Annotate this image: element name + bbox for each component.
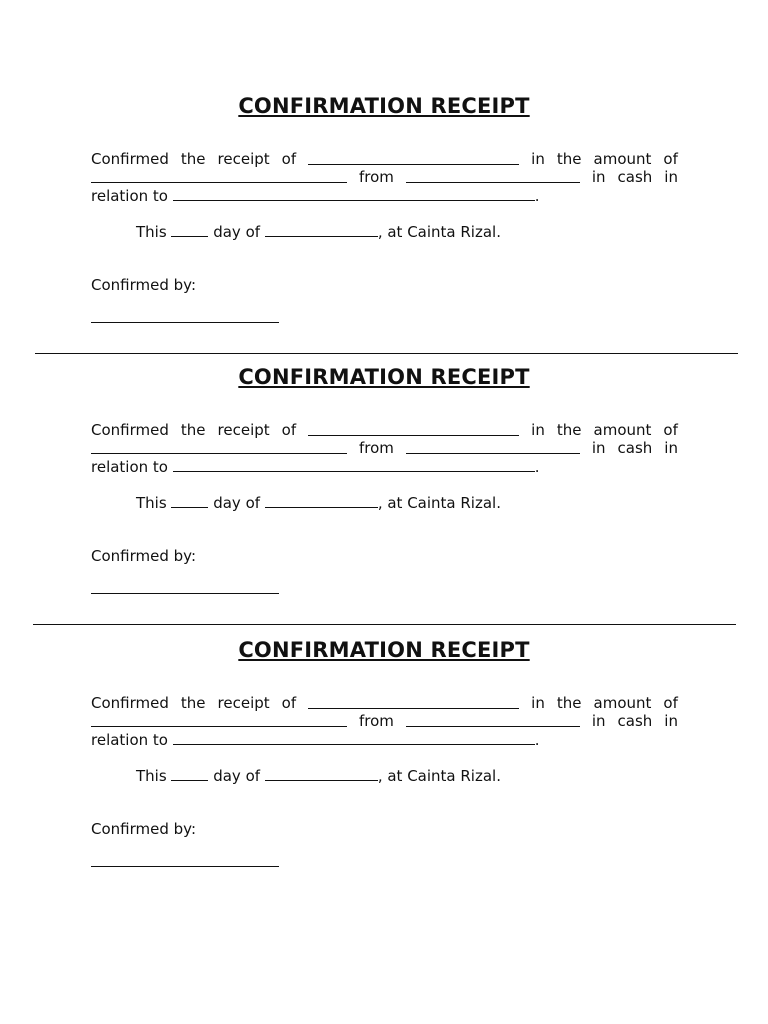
text-word: from xyxy=(358,712,394,730)
period: . xyxy=(534,187,540,205)
text-word: in xyxy=(591,168,606,186)
confirmed-by-label: Confirmed by: xyxy=(91,276,196,294)
text-word: in xyxy=(664,712,678,730)
text-word: of xyxy=(281,694,297,712)
received-item-blank[interactable] xyxy=(308,694,519,709)
from-blank[interactable] xyxy=(406,439,580,454)
this-label: This xyxy=(136,494,167,512)
received-item-blank[interactable] xyxy=(308,421,519,436)
text-word: Confirmed xyxy=(91,421,169,439)
relation-label: relation to xyxy=(91,458,168,476)
day-of-label: day of xyxy=(213,767,261,785)
receipt-line-3 xyxy=(91,186,678,205)
amount-blank[interactable] xyxy=(91,168,347,183)
text-word: in xyxy=(531,150,545,168)
receipt-line-1 xyxy=(91,694,678,712)
text-word: receipt xyxy=(217,150,270,168)
signature-line[interactable] xyxy=(91,322,279,323)
receipt-line-3 xyxy=(91,457,678,476)
from-blank[interactable] xyxy=(406,168,580,183)
period: . xyxy=(534,731,540,749)
from-blank[interactable] xyxy=(406,712,580,727)
text-word: amount xyxy=(593,694,652,712)
text-word: in xyxy=(664,439,678,457)
location-label: , at Cainta Rizal. xyxy=(377,223,501,241)
text-word: the xyxy=(556,421,582,439)
receipt-title: CONFIRMATION RECEIPT xyxy=(238,94,530,118)
period: . xyxy=(534,458,540,476)
text-word: of xyxy=(663,694,678,712)
cut-line-divider xyxy=(35,353,738,354)
text-word: the xyxy=(180,421,206,439)
relation-blank[interactable] xyxy=(173,186,535,201)
relation-label: relation to xyxy=(91,731,168,749)
location-label: , at Cainta Rizal. xyxy=(377,767,501,785)
receipt-line-3 xyxy=(91,730,678,749)
date-line xyxy=(136,766,501,785)
amount-blank[interactable] xyxy=(91,712,347,727)
receipt-line-2 xyxy=(91,168,678,186)
text-word: of xyxy=(281,421,297,439)
text-word: in xyxy=(531,694,545,712)
day-blank[interactable] xyxy=(171,766,208,781)
day-blank[interactable] xyxy=(171,493,208,508)
receipt-line-2 xyxy=(91,439,678,457)
day-of-label: day of xyxy=(213,223,261,241)
text-word: from xyxy=(358,439,394,457)
this-label: This xyxy=(136,767,167,785)
text-word: in xyxy=(664,168,678,186)
text-word: of xyxy=(281,150,297,168)
relation-label: relation to xyxy=(91,187,168,205)
cut-line-divider xyxy=(33,624,736,625)
text-word: the xyxy=(180,150,206,168)
text-word: Confirmed xyxy=(91,150,169,168)
text-word: cash xyxy=(617,712,653,730)
receipt-2 xyxy=(0,365,768,625)
month-blank[interactable] xyxy=(265,222,378,237)
month-blank[interactable] xyxy=(265,766,378,781)
receipt-line-1 xyxy=(91,150,678,168)
date-line xyxy=(136,493,501,512)
text-word: the xyxy=(556,694,582,712)
day-of-label: day of xyxy=(213,494,261,512)
receipt-title: CONFIRMATION RECEIPT xyxy=(238,365,530,389)
text-word: amount xyxy=(593,421,652,439)
signature-line[interactable] xyxy=(91,593,279,594)
text-word: the xyxy=(556,150,582,168)
day-blank[interactable] xyxy=(171,222,208,237)
text-word: in xyxy=(591,712,606,730)
text-word: cash xyxy=(617,168,653,186)
received-item-blank[interactable] xyxy=(308,150,519,165)
text-word: receipt xyxy=(217,694,270,712)
receipt-line-2 xyxy=(91,712,678,730)
text-word: receipt xyxy=(217,421,270,439)
signature-line[interactable] xyxy=(91,866,279,867)
confirmed-by-label: Confirmed by: xyxy=(91,547,196,565)
relation-blank[interactable] xyxy=(173,457,535,472)
receipt-1 xyxy=(0,94,768,354)
text-word: of xyxy=(663,421,678,439)
date-line xyxy=(136,222,501,241)
month-blank[interactable] xyxy=(265,493,378,508)
text-word: from xyxy=(358,168,394,186)
receipt-3 xyxy=(0,638,768,898)
receipt-line-1 xyxy=(91,421,678,439)
text-word: of xyxy=(663,150,678,168)
text-word: cash xyxy=(617,439,653,457)
text-word: Confirmed xyxy=(91,694,169,712)
text-word: in xyxy=(591,439,606,457)
confirmed-by-label: Confirmed by: xyxy=(91,820,196,838)
text-word: amount xyxy=(593,150,652,168)
relation-blank[interactable] xyxy=(173,730,535,745)
location-label: , at Cainta Rizal. xyxy=(377,494,501,512)
receipt-title: CONFIRMATION RECEIPT xyxy=(238,638,530,662)
this-label: This xyxy=(136,223,167,241)
text-word: the xyxy=(180,694,206,712)
amount-blank[interactable] xyxy=(91,439,347,454)
text-word: in xyxy=(531,421,545,439)
